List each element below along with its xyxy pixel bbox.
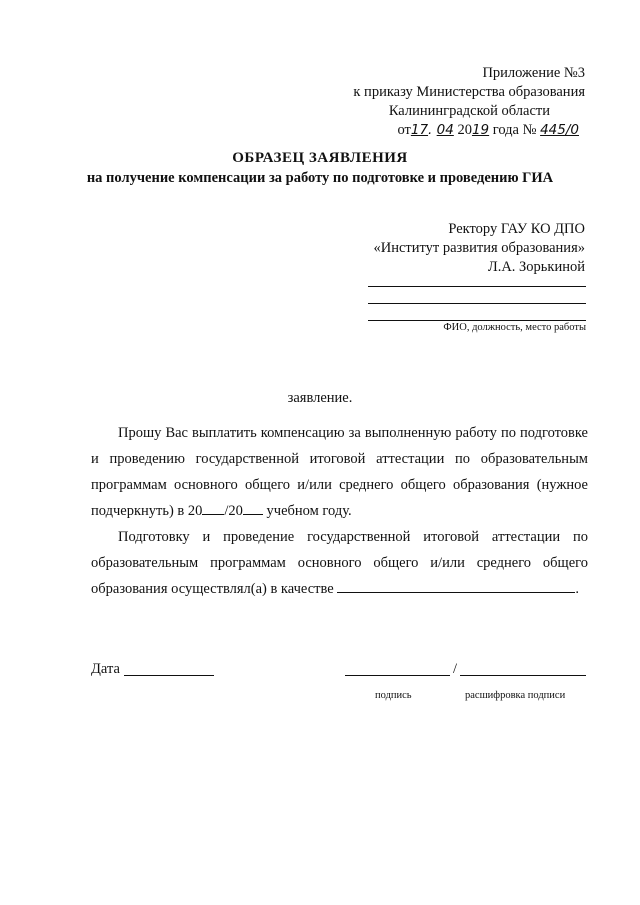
addressee-name: Л.А. Зорькиной xyxy=(487,259,585,275)
applicant-line-2[interactable] xyxy=(368,303,586,304)
start-year-field[interactable] xyxy=(202,501,224,515)
handwritten-year: 19 xyxy=(471,122,490,138)
handwritten-order-number: 445/0 xyxy=(540,122,579,138)
appendix-date-line: от17. 04 2019 года № 445/0 xyxy=(397,122,579,138)
signature-caption: подпись xyxy=(375,690,412,701)
form-subtitle: на получение компенсации за работу по подготовке и проведению ГИА xyxy=(86,170,554,186)
form-title: ОБРАЗЕЦ ЗАЯВЛЕНИЯ xyxy=(232,150,408,166)
paragraph-request: Прошу Вас выплатить компенсацию за выполненную работу по подготовке и проведению государственной итоговой аттестации по образовательным программам основного общего и/или среднего общего образования (нужное подчеркнуть) в 20 /20 учебном году. xyxy=(91,425,588,519)
date-field[interactable] xyxy=(124,675,214,676)
handwritten-day: 17 xyxy=(410,122,429,138)
addressee-organization: «Институт развития образования» xyxy=(373,240,585,256)
date-label: Дата xyxy=(91,661,120,677)
handwritten-month: 04 xyxy=(436,122,454,138)
applicant-line-1[interactable] xyxy=(368,286,586,287)
applicant-line-3[interactable] xyxy=(368,320,586,321)
signature-decode-caption: расшифровка подписи xyxy=(465,690,566,701)
appendix-order-line: к приказу Министерства образования xyxy=(353,84,585,100)
end-year-field[interactable] xyxy=(243,501,263,515)
signature-separator: / xyxy=(453,661,458,677)
statement-heading: заявление. xyxy=(287,390,353,406)
addressee-position: Ректору ГАУ КО ДПО xyxy=(448,221,585,237)
signature-field[interactable] xyxy=(345,675,450,676)
appendix-region: Калининградской области xyxy=(388,103,550,119)
paragraph-role: Подготовку и проведение государственной итоговой аттестации по образовательным программам основного общего и/или среднего общего образования осуществлял(а) в качестве . xyxy=(91,529,588,597)
applicant-caption: ФИО, должность, место работы xyxy=(443,322,586,333)
appendix-block xyxy=(300,64,585,140)
addressee-block xyxy=(373,220,585,277)
role-field[interactable] xyxy=(337,579,575,593)
signature-decode-field[interactable] xyxy=(460,675,586,676)
appendix-title: Приложение №3 xyxy=(482,65,585,81)
